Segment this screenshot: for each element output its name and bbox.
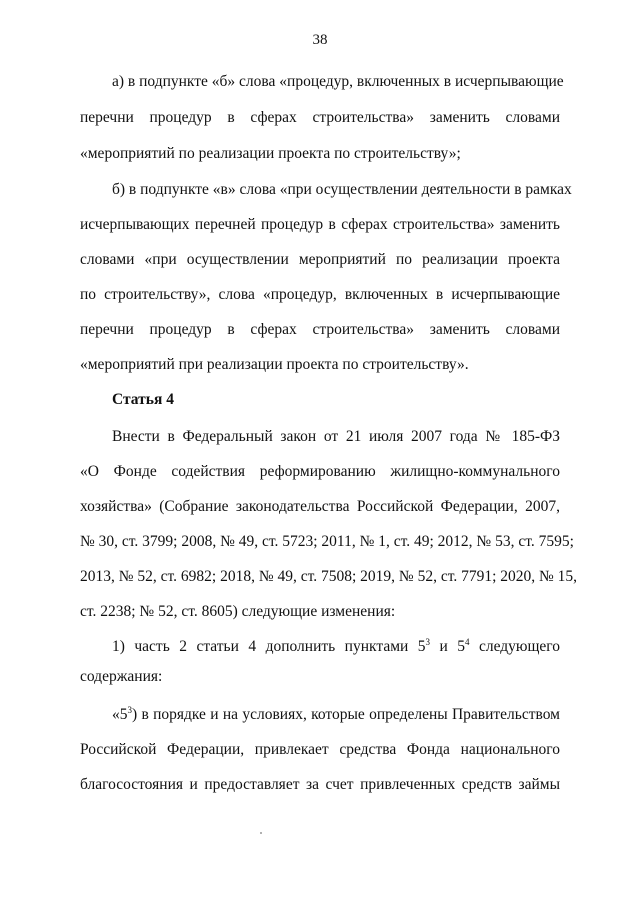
text-line: 2013, № 52, ст. 6982; 2018, № 49, ст. 7508; 2019, № 52, ст. 7791; 2020, № 15, [80, 568, 578, 585]
text-line: № 30, ст. 3799; 2008, № 49, ст. 5723; 2011, № 1, ст. 49; 2012, № 53, ст. 7595; [80, 533, 574, 550]
text-line: Внести в Федеральный закон от 21 июля 2007 года № 185-ФЗ [112, 428, 560, 445]
text-line: б) в подпункте «в» слова «при осуществлении деятельности в рамках [112, 181, 572, 198]
text-run: ) в порядке и на условиях, которые определены Правительством [132, 706, 560, 723]
scan-speck [260, 832, 262, 834]
text-line: «мероприятий при реализации проекта по строительству». [80, 356, 469, 373]
text-line: перечни процедур в сферах строительства» заменить словами [80, 321, 560, 338]
text-run: «5 [112, 706, 128, 723]
text-line: «О Фонде содействия реформированию жилищно-коммунального [80, 463, 560, 480]
text-run: следующего [469, 638, 561, 655]
text-line [112, 637, 560, 657]
text-line: «мероприятий по реализации проекта по строительству»; [80, 145, 461, 162]
text-line: исчерпывающих перечней процедур в сферах строительства» заменить [80, 216, 560, 233]
page-number: 38 [312, 32, 328, 48]
text-run: и 5 [430, 638, 465, 655]
text-line: хозяйства» (Собрание законодательства Российской Федерации, 2007, [80, 498, 560, 515]
text-run: 1) часть 2 статьи 4 дополнить пунктами 5 [112, 638, 426, 655]
text-line: ст. 2238; № 52, ст. 8605) следующие изменения: [80, 603, 396, 620]
text-line [112, 705, 560, 725]
text-line: перечни процедур в сферах строительства» заменить словами [80, 109, 560, 126]
text-line: Российской Федерации, привлекает средства Фонда национального [80, 741, 560, 758]
superscript: 3 [425, 637, 431, 647]
text-line: содержания: [80, 668, 163, 685]
text-line: по строительству», слова «процедур, включенных в исчерпывающие [80, 286, 560, 303]
text-line: благосостояния и предоставляет за счет привлеченных средств займы [80, 776, 560, 793]
article-heading: Статья 4 [112, 391, 174, 408]
text-line: словами «при осуществлении мероприятий по реализации проекта [80, 251, 560, 268]
text-line: а) в подпункте «б» слова «процедур, включенных в исчерпывающие [112, 73, 564, 90]
superscript: 3 [127, 705, 132, 715]
superscript: 4 [465, 637, 470, 647]
